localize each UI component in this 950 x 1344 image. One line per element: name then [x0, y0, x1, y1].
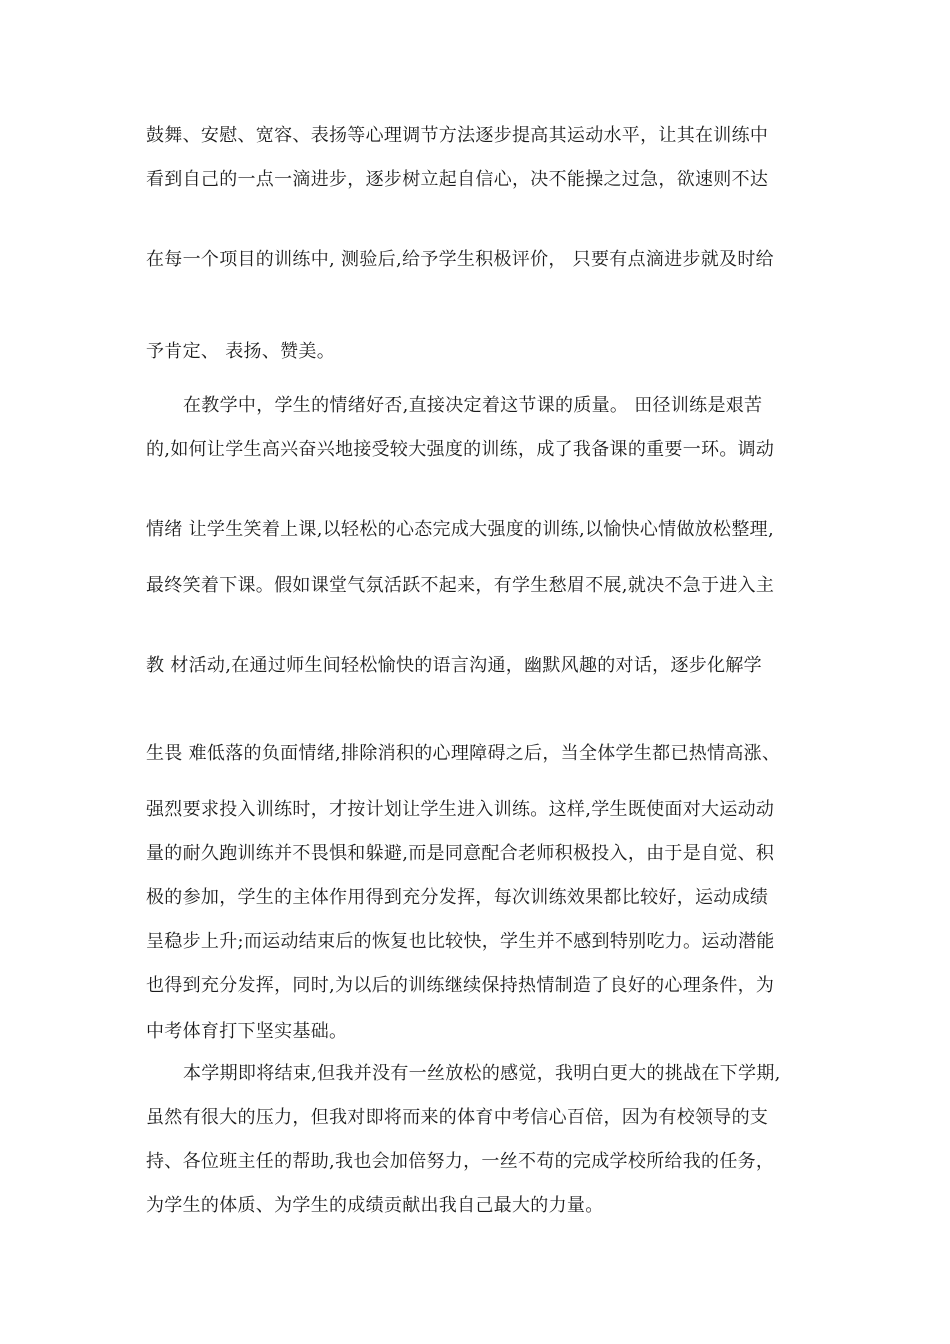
text-line: 中考体育打下坚实基础。: [146, 1021, 348, 1042]
text-line: 量的耐久跑训练并不畏惧和躲避,而是同意配合老师积极投入，由于是自觉、积: [146, 843, 775, 864]
text-line: 呈稳步上升;而运动结束后的恢复也比较快，学生并不感到特别吃力。运动潜能: [146, 931, 775, 952]
text-line: 为学生的体质、为学生的成绩贡献出我自己最大的力量。: [146, 1195, 604, 1216]
paragraph-first-line: 在教学中，学生的情绪好否,直接决定着这节课的质量。 田径训练是艰苦: [183, 395, 763, 416]
text-line: 也得到充分发挥，同时,为以后的训练继续保持热情制造了良好的心理条件，为: [146, 975, 775, 996]
text-line: 最终笑着下课。假如课堂气氛活跃不起来，有学生愁眉不展,就决不急于进入主: [146, 575, 775, 596]
text-line: 强烈要求投入训练时，才按计划让学生进入训练。这样,学生既使面对大运动动: [146, 799, 775, 820]
paragraph-first-line: 本学期即将结束,但我并没有一丝放松的感觉，我明白更大的挑战在下学期,: [183, 1063, 781, 1084]
text-line: 教 材活动,在通过师生间轻松愉快的语言沟通，幽默风趣的对话，逐步化解学: [146, 655, 762, 676]
text-line: 虽然有很大的压力，但我对即将而来的体育中考信心百倍，因为有校领导的支: [146, 1107, 769, 1128]
text-line: 生畏 难低落的负面情绪,排除消积的心理障碍之后，当全体学生都已热情高涨、: [146, 743, 781, 764]
text-line: 鼓舞、安慰、宽容、表扬等心理调节方法逐步提高其运动水平，让其在训练中: [146, 125, 769, 146]
text-line: 在每一个项目的训练中, 测验后,给予学生积极评价， 只要有点滴进步就及时给: [146, 249, 774, 270]
text-line: 情绪 让学生笑着上课,以轻松的心态完成大强度的训练,以愉快心情做放松整理,: [146, 519, 774, 540]
text-line: 持、各位班主任的帮助,我也会加倍努力，一丝不苟的完成学校所给我的任务，: [146, 1151, 775, 1172]
text-line: 极的参加，学生的主体作用得到充分发挥，每次训练效果都比较好，运动成绩: [146, 887, 769, 908]
text-line: 看到自己的一点一滴进步，逐步树立起自信心，决不能操之过急，欲速则不达: [146, 169, 769, 190]
text-line: 的,如何让学生高兴奋兴地接受较大强度的训练，成了我备课的重要一环。调动: [146, 439, 775, 460]
text-line: 予肯定、 表扬、赞美。: [146, 341, 336, 362]
